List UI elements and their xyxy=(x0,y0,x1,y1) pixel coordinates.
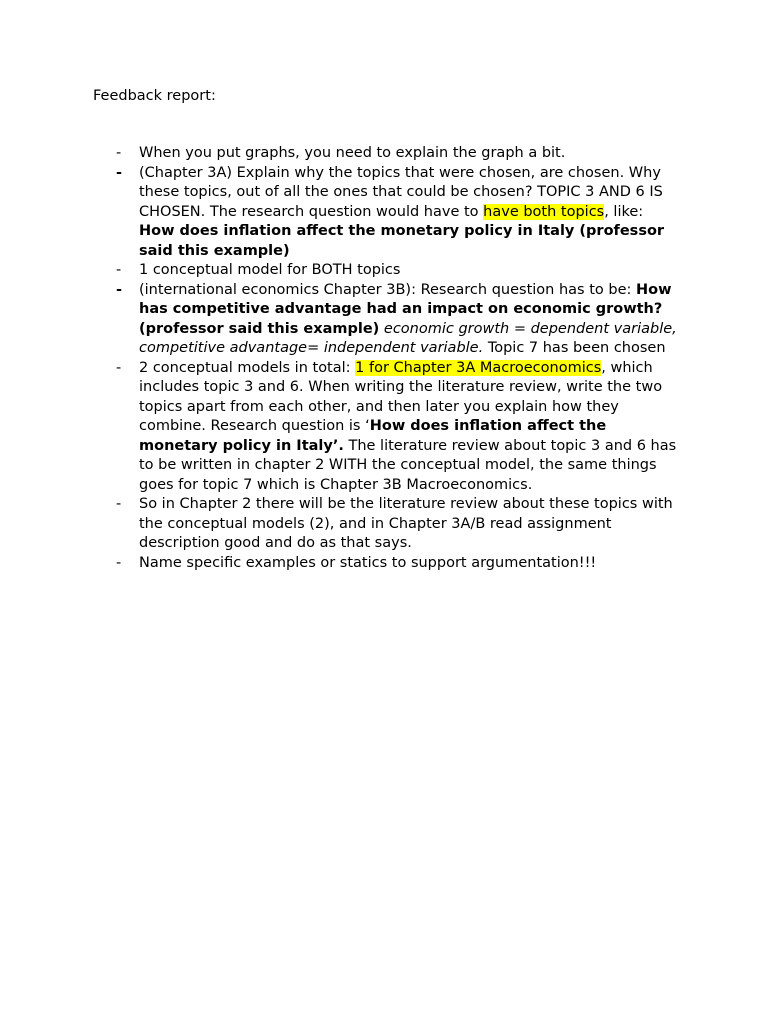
highlighted-text: have both topics xyxy=(483,203,605,220)
item-text: (international economics Chapter 3B): Research question has to be: xyxy=(139,281,636,298)
list-marker: - xyxy=(116,164,123,181)
feedback-list xyxy=(112,144,682,573)
list-marker: - xyxy=(116,145,122,161)
bold-text: How does inflation affect the monetary policy in Italy (professor said this example) xyxy=(139,223,665,259)
bold-text: How does inflation affect the monetary policy in Italy’. xyxy=(139,418,607,454)
list-marker: - xyxy=(116,262,122,278)
list-item xyxy=(112,554,682,574)
list-item xyxy=(112,281,682,359)
bold-text: How has competitive advantage had an impact on economic growth? (professor said this example) xyxy=(139,281,672,337)
item-text: Topic 7 has been chosen xyxy=(483,340,666,356)
list-item xyxy=(112,164,682,262)
item-text: , which includes topic 3 and 6. When writing the literature review, write the two topics apart from each other, and then later you explain how they combine. Research question is ‘ xyxy=(139,359,663,434)
item-text: The literature review about topic 3 and 6 has to be written in chapter 2 WITH the conceptual model, the same things goes for topic 7 which is Chapter 3B Macroeconomics. xyxy=(139,437,677,493)
document-title: Feedback report: xyxy=(93,88,216,104)
list-item xyxy=(112,144,682,164)
item-text: When you put graphs, you need to explain the graph a bit. xyxy=(139,145,566,161)
list-item xyxy=(112,495,682,554)
list-item xyxy=(112,261,682,281)
italic-text: economic growth = dependent variable, competitive advantage= independent variable. xyxy=(139,320,677,356)
item-text: So in Chapter 2 there will be the literature review about these topics with the conceptual models (2), and in Chapter 3A/B read assignment description good and do as that says. xyxy=(139,496,673,551)
list-marker: - xyxy=(116,496,122,512)
list-marker: - xyxy=(116,281,123,298)
item-text: , like: xyxy=(604,203,644,220)
item-text: Name specific examples or statics to support argumentation!!! xyxy=(139,554,597,571)
list-marker: - xyxy=(116,554,122,571)
item-text: 1 conceptual model for BOTH topics xyxy=(139,262,401,278)
highlighted-text: 1 for Chapter 3A Macroeconomics xyxy=(355,359,602,376)
list-marker: - xyxy=(116,359,122,376)
item-text: (Chapter 3A) Explain why the topics that were chosen, are chosen. Why these topics, out of all the ones that could be chosen? TOPIC 3 AND 6 IS CHOSEN. The research question would have to xyxy=(139,164,663,220)
item-text: 2 conceptual models in total: xyxy=(139,359,356,376)
list-item xyxy=(112,359,682,496)
